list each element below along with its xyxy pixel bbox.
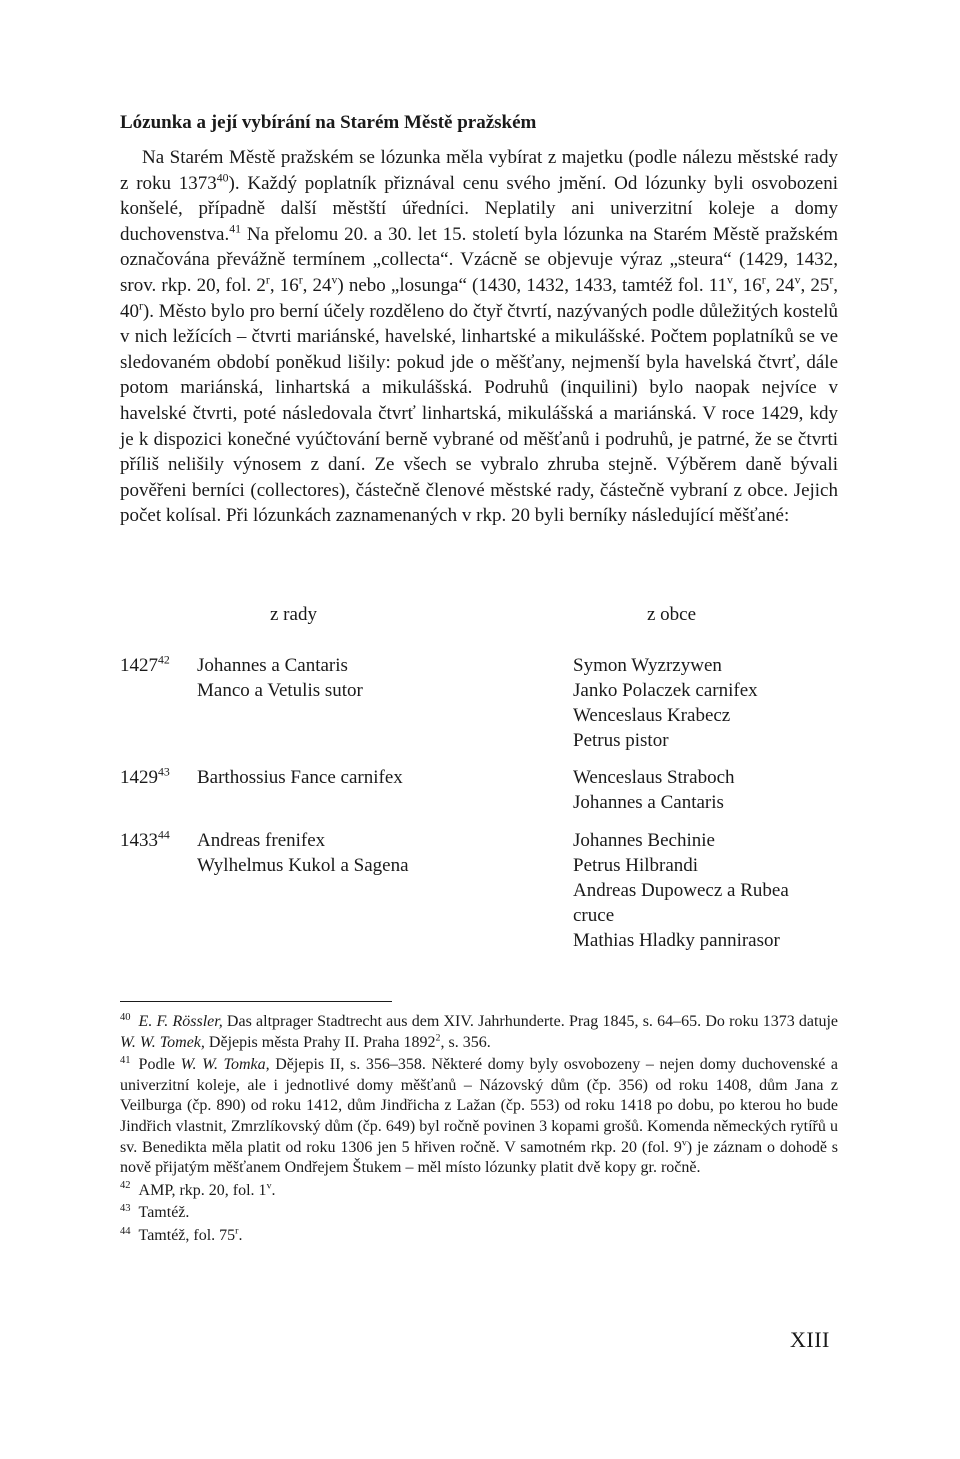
folio-sup: r: [298, 273, 303, 287]
footnote-number: 43: [120, 1203, 131, 1215]
folio-sup: v: [266, 1180, 272, 1192]
author-name: W. W. Tomek,: [120, 1033, 205, 1051]
footnote-text: AMP, rkp. 20, fol. 1: [138, 1181, 267, 1199]
footnote-44: [120, 1226, 838, 1247]
obce-names: [573, 653, 758, 753]
list-item: Johannes Bechinie: [573, 830, 715, 851]
footnote-ref-42[interactable]: 42: [158, 653, 170, 667]
body-text-run: Na Starém Městě pražském se lózunka měla vybírat z majetku (podle nálezu městské rady z roku 1373: [120, 147, 838, 194]
footnote-ref-44[interactable]: 44: [158, 828, 170, 842]
body-text-run: ). Každý poplatník přiznával cenu svého jmění. Od lózunky byli osvobozeni konšelé, případně další městští úředníci. Neplatily ani univerzitní koleje a domy duchovenstva.: [120, 172, 838, 245]
author-name: W. W. Tomka,: [180, 1056, 270, 1074]
folio-sup: r: [829, 273, 834, 287]
footnote-text: ) je záznam o dohodě s nově přijatým měšťanem Ondřejem Štukem – měl místo lózunky platit dvě kopy gr. ročně.: [120, 1138, 839, 1177]
obce-names: [573, 828, 789, 953]
footnote-text: Dějepis města Prahy II. Praha 1892: [204, 1033, 436, 1051]
body-text-run: Na přelomu 20. a 30. let 15. století byla lózunka na Starém Městě pražském označována převážně termínem „collecta“. Vzácně se objevuje výraz „steura“ (1429, 1432, srov. rkp. 20, fol. 2: [120, 223, 838, 296]
body-text-run: , 24: [302, 274, 332, 296]
footnote-text: .: [238, 1226, 243, 1244]
year-value: 1433: [120, 830, 158, 851]
folio-sup: v: [794, 273, 801, 287]
footnote-number: 40: [120, 1011, 131, 1023]
folio-sup: v: [681, 1137, 687, 1149]
page-number: XIII: [790, 1327, 830, 1352]
list-item: Janko Polaczek carnifex: [573, 680, 758, 701]
footnote-text: Das altprager Stadtrecht aus dem XIV. Jahrhunderte. Prag 1845, s. 64–65. Do roku 1373 datuje: [222, 1013, 838, 1030]
footnote-42: [120, 1181, 838, 1202]
folio-sup: v: [727, 273, 733, 287]
body-text-run: , 25: [800, 274, 830, 296]
folio-sup: r: [235, 1225, 239, 1237]
year-value: 1427: [120, 655, 158, 676]
folio-sup: r: [761, 273, 766, 287]
folio-sup: r: [265, 273, 270, 287]
table-row-year: [120, 765, 170, 790]
rady-names: [197, 765, 403, 790]
rady-names: [197, 828, 409, 878]
body-text-run: , 16: [732, 274, 762, 296]
footnote-40: [120, 1012, 838, 1053]
list-item: Petrus pistor: [573, 730, 669, 751]
table-row-year: [120, 653, 170, 678]
table-row-year: [120, 828, 170, 853]
body-text-run: ). Město bylo pro berní účely rozděleno do čtyř čtvrtí, nazývaných podle důležitých kostelů v nich ležících – čtvrti mariánské, havelské, linhartské a mikulášské. Počtem poplatníků se ve sledovaném období poněkud lišily: pokud jde o měšťany, nejmenší byla havelská čtvrť, dále potom mariánská, linhartská a mikulášská. Podruhů (inquilini) bylo naopak nejvíce v havelské čtvrti, poté následovala čtvrť linhartská, mikulášská a mariánská. V roce 1429, kdy je k dispozici konečné vyúčtování berně vybrané od měšťanů i podruhů, je patrné, že se čtvrti příliš nelišily výnosem z daní. Ze všech se vybralo zhruba stejně. Výběrem daně bývali pověřeni berníci (collectores), částečně členové městské rady, částečně vybraní z obce. Jejich počet kolísal. Při lózunkách zaznamenaných v rkp. 20 byli berníky následující měšťané:: [120, 300, 838, 527]
list-item: Manco a Vetulis sutor: [197, 680, 363, 701]
folio-sup: v: [331, 273, 338, 287]
author-name: E. F. Rössler,: [138, 1013, 223, 1030]
list-item: Wenceslaus Straboch: [573, 767, 735, 788]
footnote-text: , s. 356.: [440, 1033, 491, 1051]
body-text-run: ) nebo „losunga“ (1430, 1432, 1433, tamtéž fol. 11: [337, 274, 727, 296]
footnote-number: 44: [120, 1225, 131, 1237]
folio-sup: r: [139, 299, 143, 313]
footnote-text: Podle: [138, 1056, 181, 1074]
body-text-run: , 24: [765, 274, 795, 296]
list-item: Andreas Dupowecz a Rubea: [573, 880, 789, 901]
footnote-number: 42: [120, 1180, 131, 1192]
list-item: cruce: [573, 905, 615, 926]
list-item: Wylhelmus Kukol a Sagena: [197, 855, 409, 876]
footnote-text: Dějepis II, s. 356–358. Některé domy byly osvobozeny – nejen domy duchovenské a univerzitní koleje, ale i jednotlivé domy měšťanů – Názovský dům (čp. 356) od roku 1408, dům Jana z Veilburga (čp. 890) od roku 1412, dům Jindřicha z Lažan (čp. 553) od roku 1418 po dobu, po kterou ho bude Jindřich vlastnit, Zmrzlíkovský dům (čp. 649) byl ročně povinen 3 kopami grošů. Komenda německých rytířů u sv. Benedikta měla platit od roku 1306 jen 5 hřiven ročně. V samotném rkp. 20 (fol. 9: [120, 1056, 838, 1156]
column-header-obce: z obce: [647, 604, 697, 625]
list-item: Wenceslaus Krabecz: [573, 705, 731, 726]
body-paragraph: [120, 145, 838, 529]
footnote-ref-40[interactable]: 40: [216, 171, 229, 185]
footnote-ref-41[interactable]: 41: [229, 222, 241, 236]
section-heading: Lózunka a její vybírání na Starém Městě pražském: [120, 112, 537, 133]
body-text-run: , 16: [269, 274, 299, 296]
list-item: Andreas frenifex: [197, 830, 326, 851]
list-item: Johannes a Cantaris: [573, 792, 724, 813]
footnote-43: [120, 1203, 838, 1224]
footnote-text: Tamtéž, fol. 75: [138, 1226, 236, 1244]
list-item: Mathias Hladky pannirasor: [573, 930, 780, 951]
list-item: Barthossius Fance carnifex: [197, 767, 403, 788]
list-item: Symon Wyzrzywen: [573, 655, 722, 676]
obce-names: [573, 765, 735, 815]
footnote-ref-43[interactable]: 43: [158, 765, 170, 779]
footnote-divider: [120, 1001, 392, 1002]
edition-sup: 2: [435, 1032, 441, 1044]
list-item: Petrus Hilbrandi: [573, 855, 699, 876]
footnote-41: [120, 1055, 838, 1179]
body-text-run: , 40: [120, 274, 838, 322]
footnote-text: .: [271, 1181, 276, 1199]
footnote-text: Tamtéž.: [138, 1204, 190, 1222]
year-value: 1429: [120, 767, 158, 788]
footnotes: [120, 1012, 838, 1249]
rady-names: [197, 653, 363, 703]
column-header-rady: z rady: [270, 604, 317, 625]
list-item: Johannes a Cantaris: [197, 655, 348, 676]
footnote-number: 41: [120, 1054, 131, 1066]
